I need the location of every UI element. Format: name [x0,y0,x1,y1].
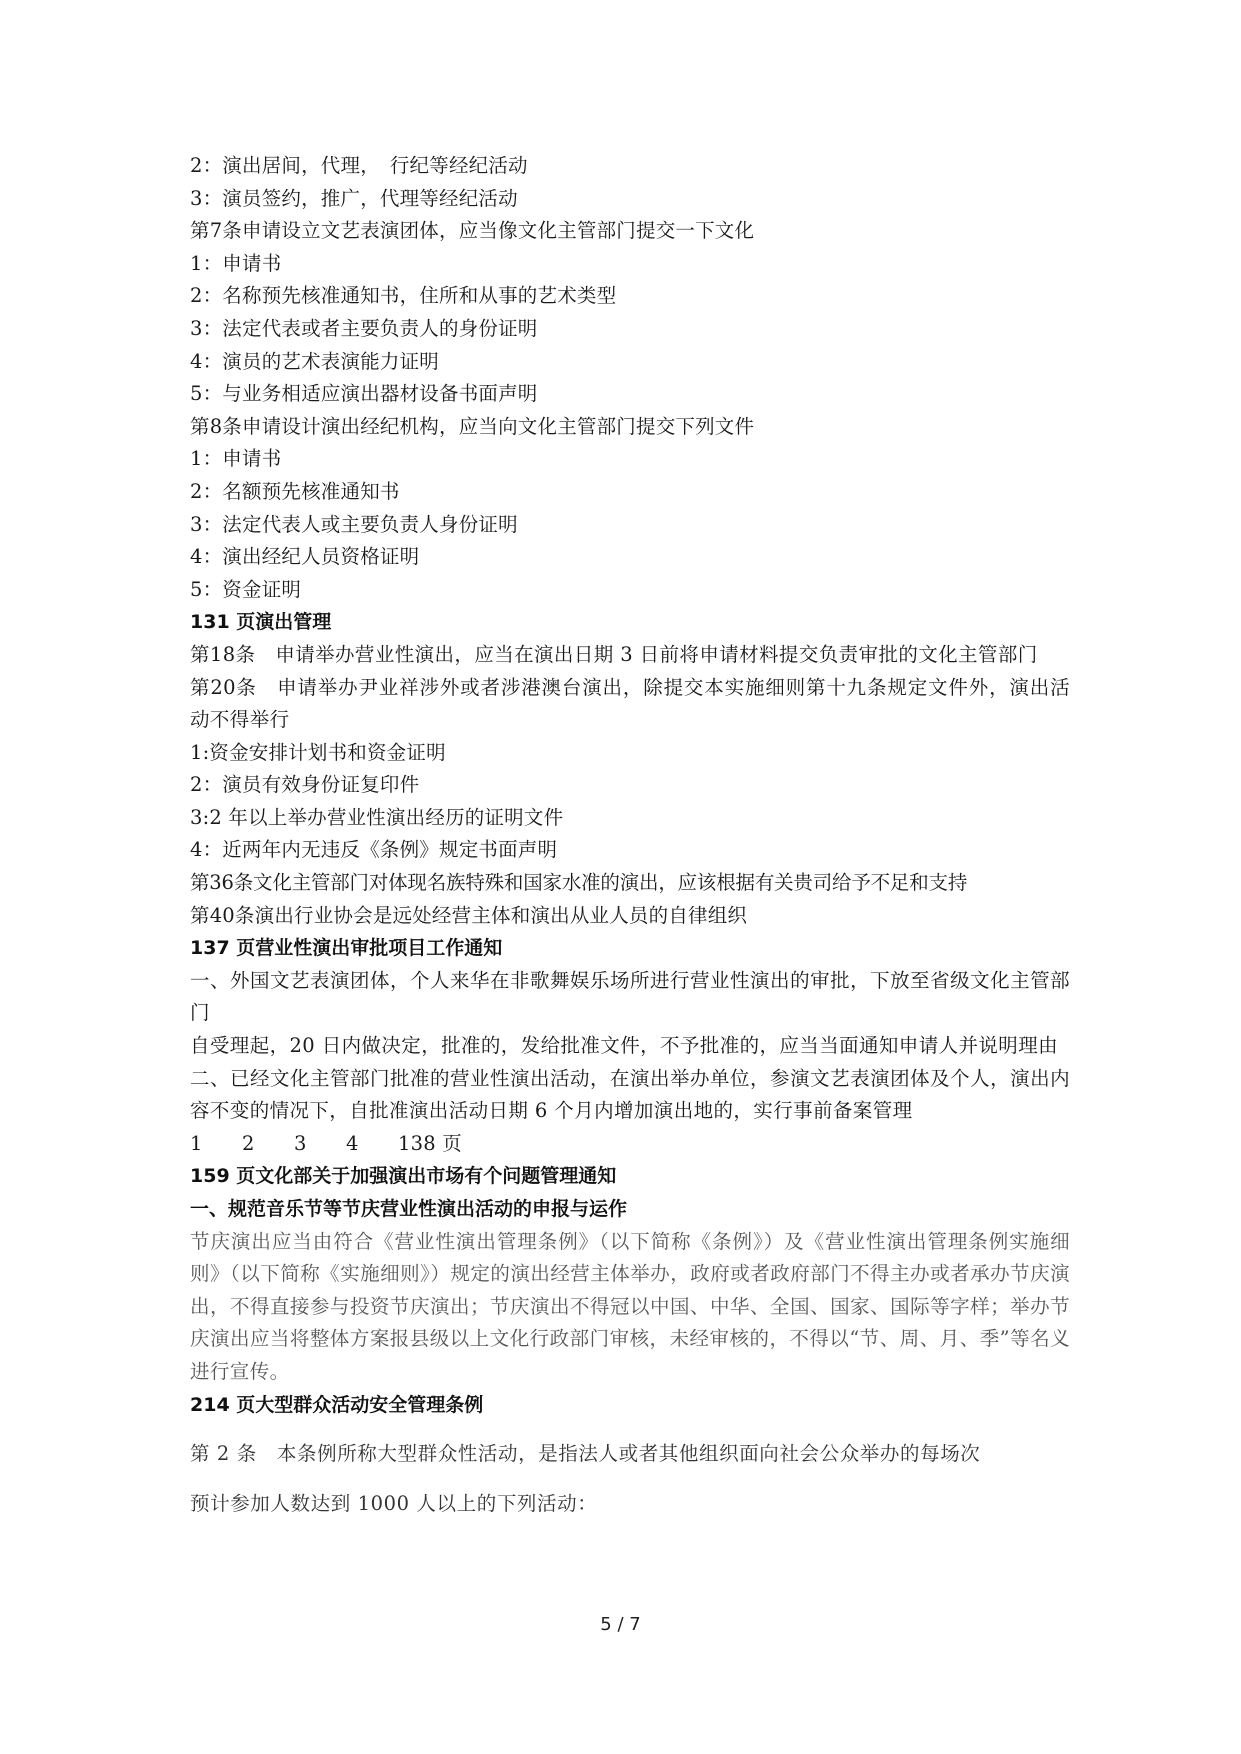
article-8: 第8条申请设计演出经纪机构，应当向文化主管部门提交下列文件 [190,414,755,438]
list-line: 1：申请书 [190,251,282,275]
article-20: 第20条 申请举办尹业祥涉外或者涉港澳台演出，除提交本实施细则第十九条规定文件外，演出活动不得举行 [190,675,1070,732]
paragraph: 一、外国文艺表演团体，个人来华在非歌舞娱乐场所进行营业性演出的审批，下放至省级文化主管部门 [190,968,1070,1025]
list-line: 3:2 年以上举办营业性演出经历的证明文件 [190,805,564,829]
list-line: 4：近两年内无违反《条例》规定书面声明 [190,838,558,862]
list-line: 2：演员有效身份证复印件 [190,773,420,797]
article-36: 第36条文化主管部门对体现名族特殊和国家水准的演出，应该根据有关贵司给予不足和支持 [190,871,968,895]
list-line: 5：与业务相适应演出器材设备书面声明 [190,382,538,406]
list-line: 1:资金安排计划书和资金证明 [190,740,446,764]
page-numbers-line: 1 2 3 4 138 页 [190,1131,462,1155]
subheading: 一、规范音乐节等节庆营业性演出活动的申报与运作 [190,1198,628,1220]
list-line: 3：法定代表人或主要负责人身份证明 [190,512,518,536]
article-7: 第7条申请设立文艺表演团体，应当像文化主管部门提交一下文化 [190,219,755,243]
list-line: 5：资金证明 [190,577,302,601]
section-heading-159: 159 页文化部关于加强演出市场有个问题管理通知 [190,1165,617,1188]
section-heading-214: 214 页大型群众活动安全管理条例 [190,1393,484,1416]
list-line: 4：演出经纪人员资格证明 [190,545,420,569]
list-line: 2：名称预先核准通知书，住所和从事的艺术类型 [190,284,617,308]
paragraph: 二、已经文化主管部门批准的营业性演出活动，在演出举办单位，参演文艺表演团体及个人，演出内容不变的情况下，自批准演出活动日期 6 个月内增加演出地的，实行事前备案管理 [190,1066,1070,1123]
section-heading-131: 131 页演出管理 [190,611,332,634]
paragraph: 节庆演出应当由符合《营业性演出管理条例》（以下简称《条例》）及《营业性演出管理条例实施细则》（以下简称《实施细则》）规定的演出经营主体举办，政府或者政府部门不得主办或者承办节庆演出，不得直接参与投资节庆演出；节庆演出不得冠以中国、中华、全国、国家、国际等字样；举办节庆演出应当将整体方案报县级以上文化行政部门审核，未经审核的，不得以“节、周、月、季”等名义进行宣传。 [190,1229,1070,1383]
list-line: 2：演出居间，代理， 行纪等经纪活动 [190,154,528,177]
list-line: 3：法定代表或者主要负责人的身份证明 [190,316,538,340]
article-40: 第40条演出行业协会是远处经营主体和演出从业人员的自律组织 [190,903,748,927]
article-2-line: 预计参加人数达到 1000 人以上的下列活动： [190,1492,598,1516]
article-2-line: 第 2 条 本条例所称大型群众性活动，是指法人或者其他组织面向社会公众举办的每场次 [190,1442,981,1466]
list-line: 2：名额预先核准通知书 [190,479,400,503]
article-18: 第18条 申请举办营业性演出，应当在演出日期 3 日前将申请材料提交负责审批的文化主管部门 [190,642,1038,666]
list-line: 3：演员签约，推广，代理等经纪活动 [190,186,518,210]
paragraph: 自受理起，20 日内做决定，批准的，发给批准文件，不予批准的，应当当面通知申请人并说明理由 [190,1034,1059,1058]
list-line: 1：申请书 [190,447,282,471]
list-line: 4：演员的艺术表演能力证明 [190,349,440,373]
section-heading-137: 137 页营业性演出审批项目工作通知 [190,937,503,960]
page-indicator: 5 / 7 [600,1614,641,1635]
document-body [190,150,1070,1529]
